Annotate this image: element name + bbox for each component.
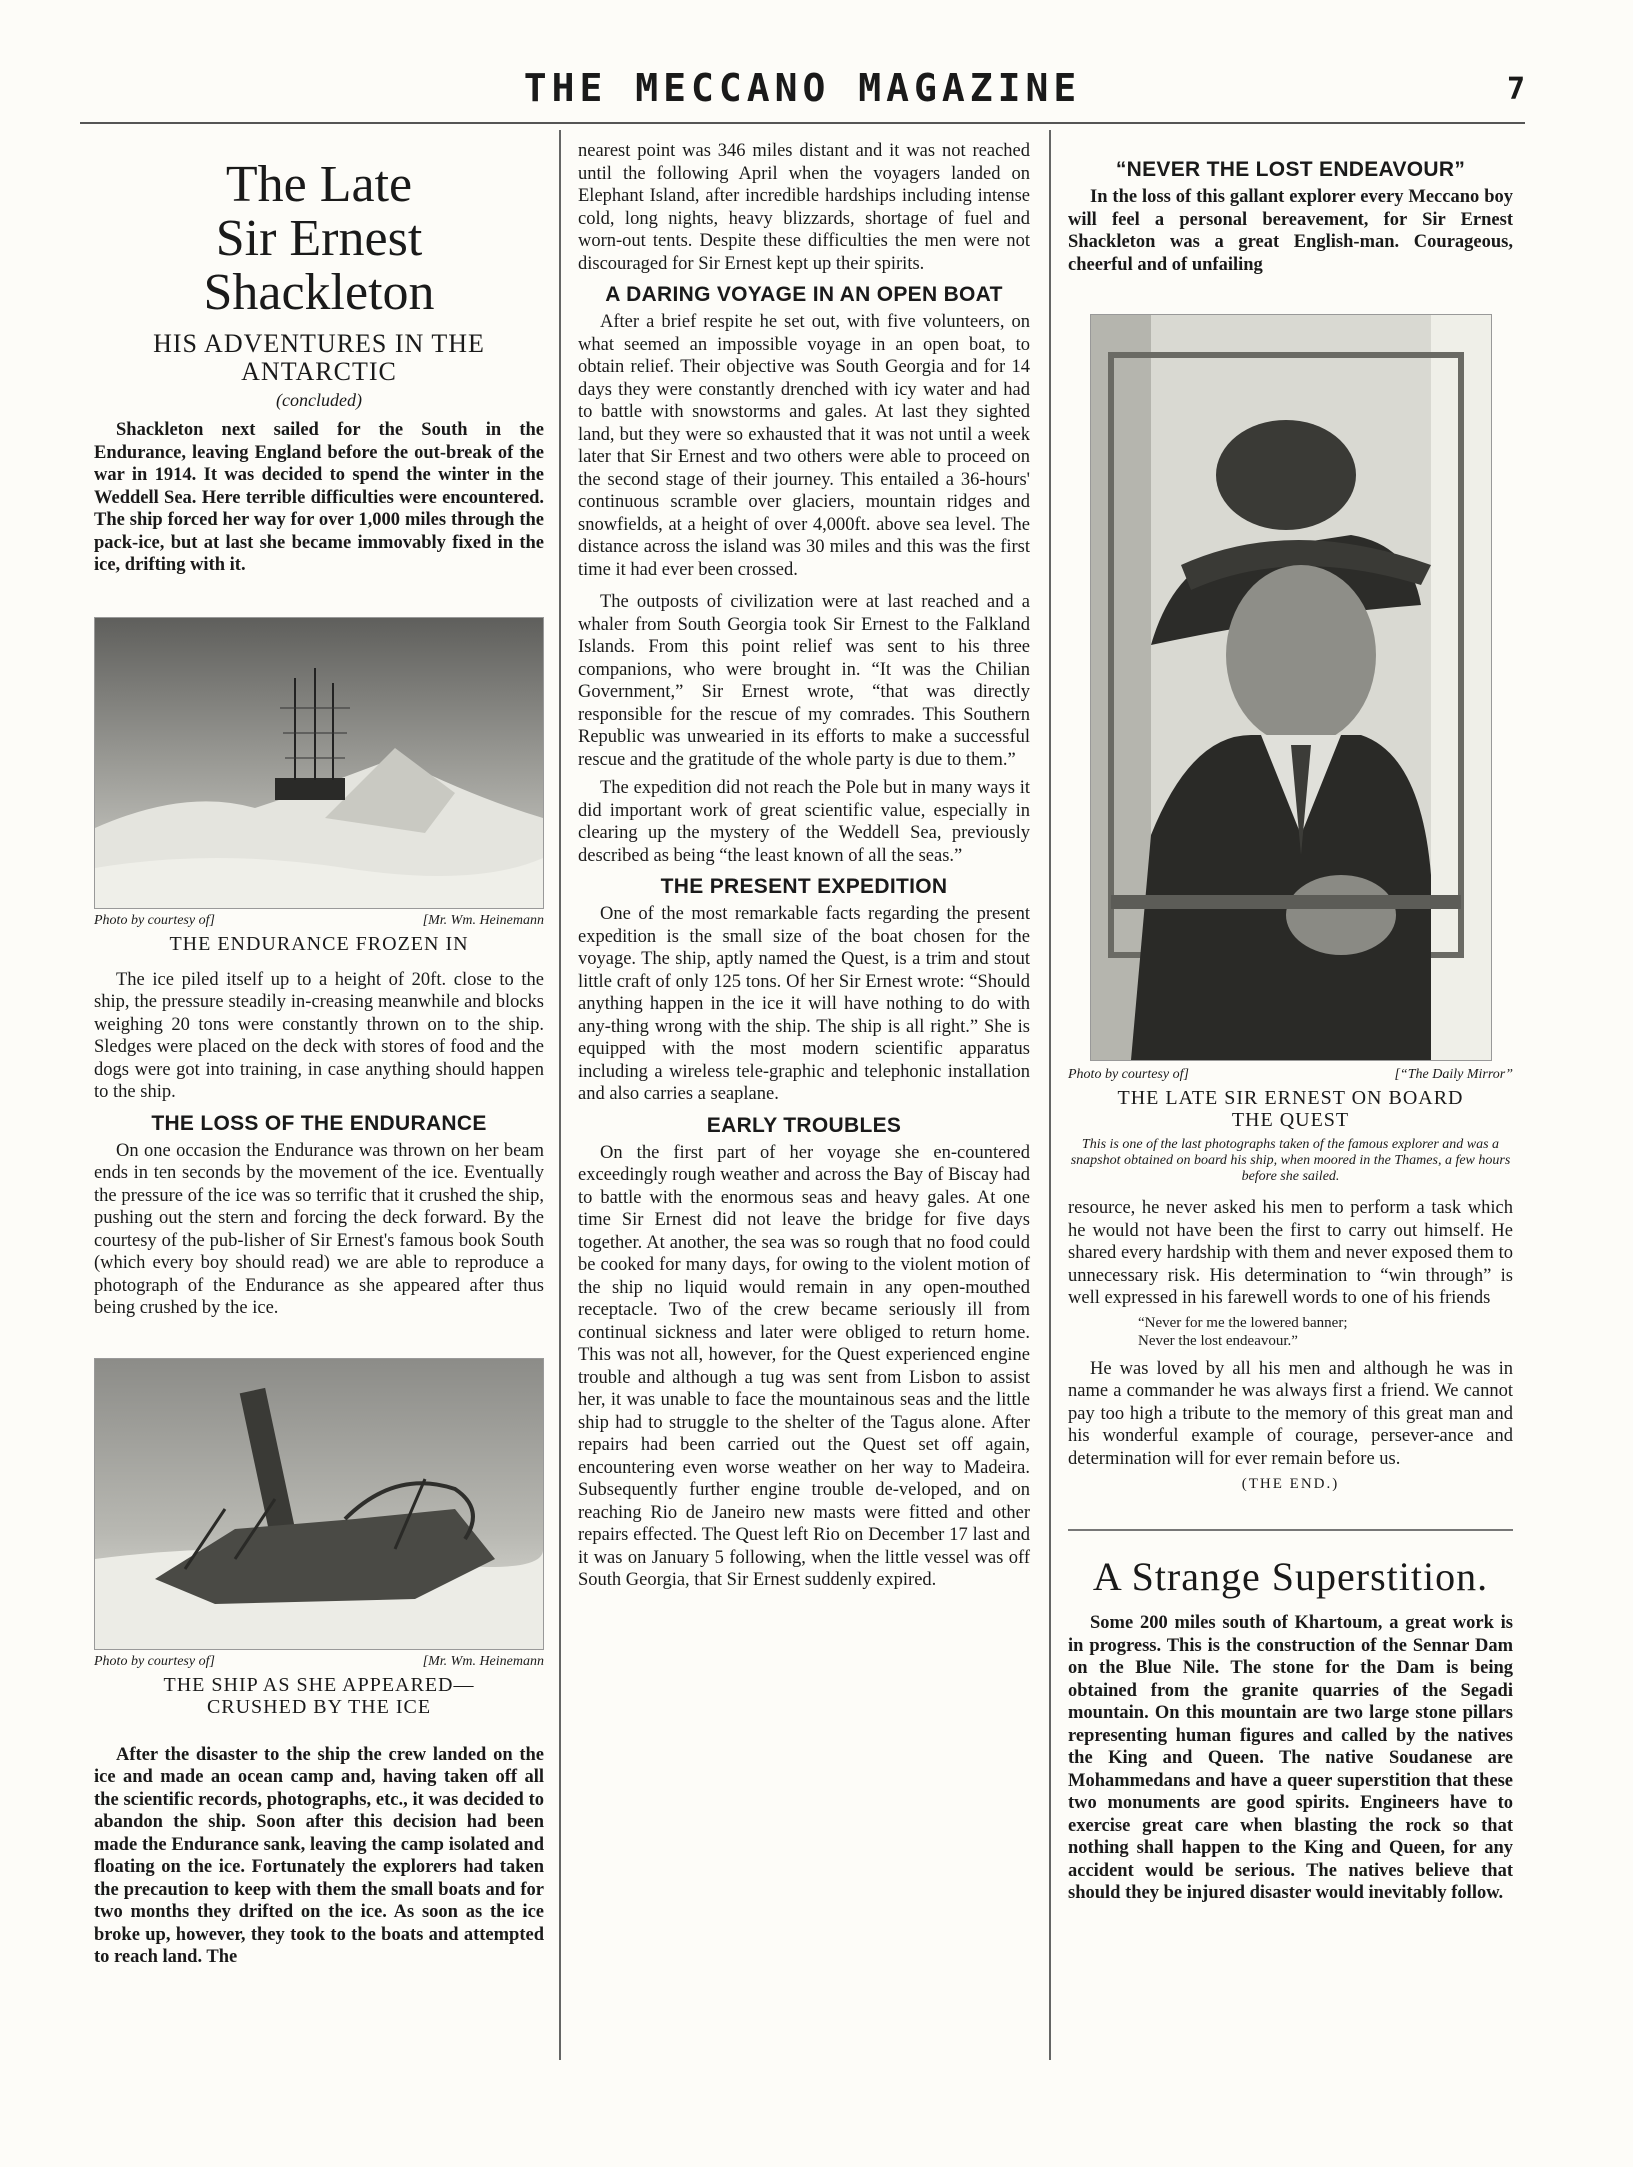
- column-2: [578, 140, 1030, 1592]
- present-expedition-paragraph: One of the most remarkable facts regarding the present expedition is the small size of the boat chosen for the voyage. The ship, aptly named the Quest, is a trim and stout little craft of only 125 tons. Of her Sir Ernest wrote: “Should anything happen in the ice it will have nothing to do with any-thing wrong with the ship. The ship is all right.” She is equipped with the most modern scientific apparatus including a wireless tele-graphic and telephonic installation and also carries a seaplane.: [578, 904, 1030, 1104]
- the-end: (THE END.): [1241, 1476, 1340, 1492]
- article-title-line2: Sir Ernest Shackleton: [203, 210, 435, 321]
- ice-paragraph: The ice piled itself up to a height of 20ft. close to the ship, the pressure steadily in-creasing meanwhile and blocks weighing 20 tons were constantly thrown on to the ship. Sledges were placed on the deck with stores of food and the dogs were got into training, in case anything should happen to the ship.: [94, 969, 544, 1102]
- article-title-line1: The Late: [225, 156, 413, 213]
- concluded-note: (concluded): [276, 390, 362, 410]
- resource-paragraph: resource, he never asked his men to perform a task which he would not have been the first to carry out himself. He shared every hardship with them and never exposed them to unnecessary risk. His determination to “win through” is well expressed in his farewell words to one of his friends: [1068, 1198, 1513, 1308]
- photo3-credit-left: Photo by courtesy of]: [1068, 1067, 1189, 1082]
- photo2-caption-line2: CRUSHED BY THE ICE: [206, 1695, 432, 1718]
- photo2-credit-left: Photo by courtesy of]: [94, 1653, 215, 1669]
- quote-line2: Never the lost endeavour.”: [1138, 1332, 1298, 1349]
- photo1-credit: [94, 913, 544, 929]
- heading-daring-voyage: A DARING VOYAGE IN AN OPEN BOAT: [605, 283, 1003, 306]
- photo3-caption-line2: THE QUEST: [1231, 1109, 1350, 1131]
- photo2-caption-line1: THE SHIP AS SHE APPEARED—: [163, 1673, 475, 1696]
- loved-paragraph: He was loved by all his men and although he was in name a commander he was always first a friend. We cannot pay too high a tribute to the memory of this great man and his wonderful example of courage, persever-ance and determination will for ever remain before us.: [1068, 1358, 1513, 1469]
- early-troubles-paragraph: On the first part of her voyage she en-countered exceedingly rough weather and across the Bay of Biscay had to battle with the enormous seas and heavy gales. At one time Sir Ernest did not leave the bridge for five days together. At another, the sea was so rough that no food could be cooked for many days, for owing to the violent motion of the ship no liquid would remain in any open-mouthed receptacle. Two of the crew became seriously ill from continual sickness and later were obliged to return home. This was not all, however, for the Quest experienced engine trouble and although a tug was sent from Lisbon to assist her, it was unable to face the mountainous seas and the little ship had to struggle to the shelter of the Tagus alone. After repairs had been carried out the Quest set off again, encountering even worse weather on her way to Madeira. Subsequently further engine trouble de-veloped, and on reaching Rio de Janeiro new masts were fitted and other repairs effected. The Quest left Rio on December 17 last and it was on January 5 following, when the little vessel was off South Georgia, that Sir Ernest suddenly expired.: [578, 1142, 1030, 1590]
- column-3: [1068, 140, 1513, 1905]
- photo1-credit-left: Photo by courtesy of]: [94, 912, 215, 928]
- heading-loss-of-endurance: THE LOSS OF THE ENDURANCE: [151, 1111, 487, 1135]
- photo1-caption: THE ENDURANCE FROZEN IN: [169, 932, 469, 955]
- article-title: [94, 158, 544, 320]
- photo3-credit-right: [“The Daily Mirror”: [1394, 1067, 1513, 1082]
- heading-never-lost-endeavour: “NEVER THE LOST ENDEAVOUR”: [1115, 158, 1466, 181]
- photo3-caption-line1: THE LATE SIR ERNEST ON BOARD: [1117, 1087, 1464, 1109]
- section-rule: [1068, 1529, 1513, 1531]
- masthead: [80, 66, 1525, 118]
- column-1: [94, 140, 544, 1969]
- header-rule: [80, 122, 1525, 124]
- photo2-credit-right: [Mr. Wm. Heinemann: [422, 1653, 544, 1669]
- photo3-caption: [1068, 1087, 1513, 1131]
- photo1-credit-right: [Mr. Wm. Heinemann: [422, 912, 544, 928]
- disaster-paragraph: After the disaster to the ship the crew landed on the ice and made an ocean camp and, having taken off all the scientific records, photographs, etc., it was decided to abandon the ship. Soon after this decision had been made the Endurance sank, leaving the camp isolated and floating on the ice. Fortunately the explorers had taken the precaution to keep with them the small boats and for two months they drifted on the ice. As soon as the ice broke up, however, they took to the boats and attempted to reach land. The: [94, 1744, 544, 1967]
- magazine-title: THE MECCANO MAGAZINE: [523, 66, 1082, 110]
- shackleton-portrait-photo: [1090, 314, 1492, 1061]
- quote-line1: “Never for me the lowered banner;: [1138, 1314, 1348, 1331]
- photo2-caption: [94, 1674, 544, 1718]
- loss-paragraph: On one occasion the Endurance was thrown on her beam ends in ten seconds by the movement of the ice. Eventually the pressure of the ice was so terrific that it crushed the ship, pushing out the stern and forcing the deck forward. By the courtesy of the pub-lisher of Sir Ernest's famous book South (which every boy should read) we are able to reproduce a photograph of the Endurance as she appeared after thus being crushed by the ice.: [94, 1140, 544, 1318]
- nearest-point-paragraph: nearest point was 346 miles distant and it was not reached until the following April when the voyagers landed on Elephant Island, after incredible hardships including intense cold, long nights, heavy blizzards, shortage of fuel and worn-out tents. Despite these difficulties the men were not discouraged for Sir Ernest kept up their spirits.: [578, 141, 1030, 274]
- crushed-ship-photo: [94, 1358, 544, 1650]
- heading-early-troubles: EARLY TROUBLES: [706, 1113, 902, 1137]
- article-subtitle: HIS ADVENTURES IN THE ANTARCTIC: [153, 329, 485, 386]
- heading-present-expedition: THE PRESENT EXPEDITION: [660, 875, 948, 898]
- photo3-note: This is one of the last photographs taken of the famous explorer and was a snapshot obtained on board his ship, when moored in the Thames, a few hours before she sailed.: [1070, 1137, 1511, 1184]
- outposts-paragraph: The outposts of civilization were at last reached and a whaler from South Georgia took Sir Ernest to the Falkland Islands. From this point relief was sent to his three companions, who were brought in. “It was the Chilian Government,” Sir Ernest wrote, “that was directly responsible for the rescue of my comrades. This Southern Republic was unwearied in its efforts to make a successful rescue and the gratitude of the whole party is due to them.”: [578, 592, 1030, 770]
- endurance-frozen-photo: [94, 617, 544, 909]
- farewell-quote: [1138, 1314, 1513, 1350]
- intro-paragraph: Shackleton next sailed for the South in the Endurance, leaving England before the out-break of the war in 1914. It was decided to spend the winter in the Weddell Sea. Here terrible difficulties were encountered. The ship forced her way for over 1,000 miles through the pack-ice, but at last she became immovably fixed in the ice, drifting with it.: [94, 420, 544, 575]
- never-paragraph: In the loss of this gallant explorer every Meccano boy will feel a personal bereavement, for Sir Ernest Shackleton was a great English-man. Courageous, cheerful and of unfailing: [1068, 187, 1513, 275]
- page-number: 7: [1506, 72, 1525, 107]
- column-divider-left: [559, 130, 561, 2060]
- photo2-credit: [94, 1654, 544, 1670]
- voyage-paragraph: After a brief respite he set out, with five volunteers, on what seemed an impossible voyage in an open boat, to obtain relief. Their objective was South Georgia and for 14 days they were constantly drenched with icy water and had to battle with snowstorms and gales. At last they sighted land, but they were so exhausted that it was not until a week later that Sir Ernest and two others were able to proceed on the second stage of their journey. This entailed a 36-hours' continuous scramble over glaciers, mountain ridges and snowfields, at a height of over 4,000ft. above sea level. The distance across the island was 30 miles and this was the first time it had ever been crossed.: [578, 312, 1030, 580]
- superstition-title: A Strange Superstition.: [1092, 1554, 1489, 1599]
- superstition-paragraph: Some 200 miles south of Khartoum, a great work is in progress. This is the construction of the Sennar Dam on the Blue Nile. The stone for the Dam is being obtained from the granite quarries of the Segadi mountain. On this mountain are two large stone pillars representing human figures and called by the natives the King and Queen. The native Soudanese are Mohammedans and have a queer superstition that these two monuments are good spirits. Engineers have to exercise great care when blasting the rock so that nothing shall happen to the King and Queen, for any accident would be serious. The natives believe that should they be injured disaster would inevitably follow.: [1068, 1613, 1513, 1903]
- photo3-credit: [1068, 1067, 1513, 1083]
- column-divider-right: [1049, 130, 1051, 2060]
- expedition-paragraph: The expedition did not reach the Pole but in many ways it did important work of great scientific value, especially in clearing up the mystery of the Weddell Sea, previously described as being “the least known of all the seas.”: [578, 778, 1030, 866]
